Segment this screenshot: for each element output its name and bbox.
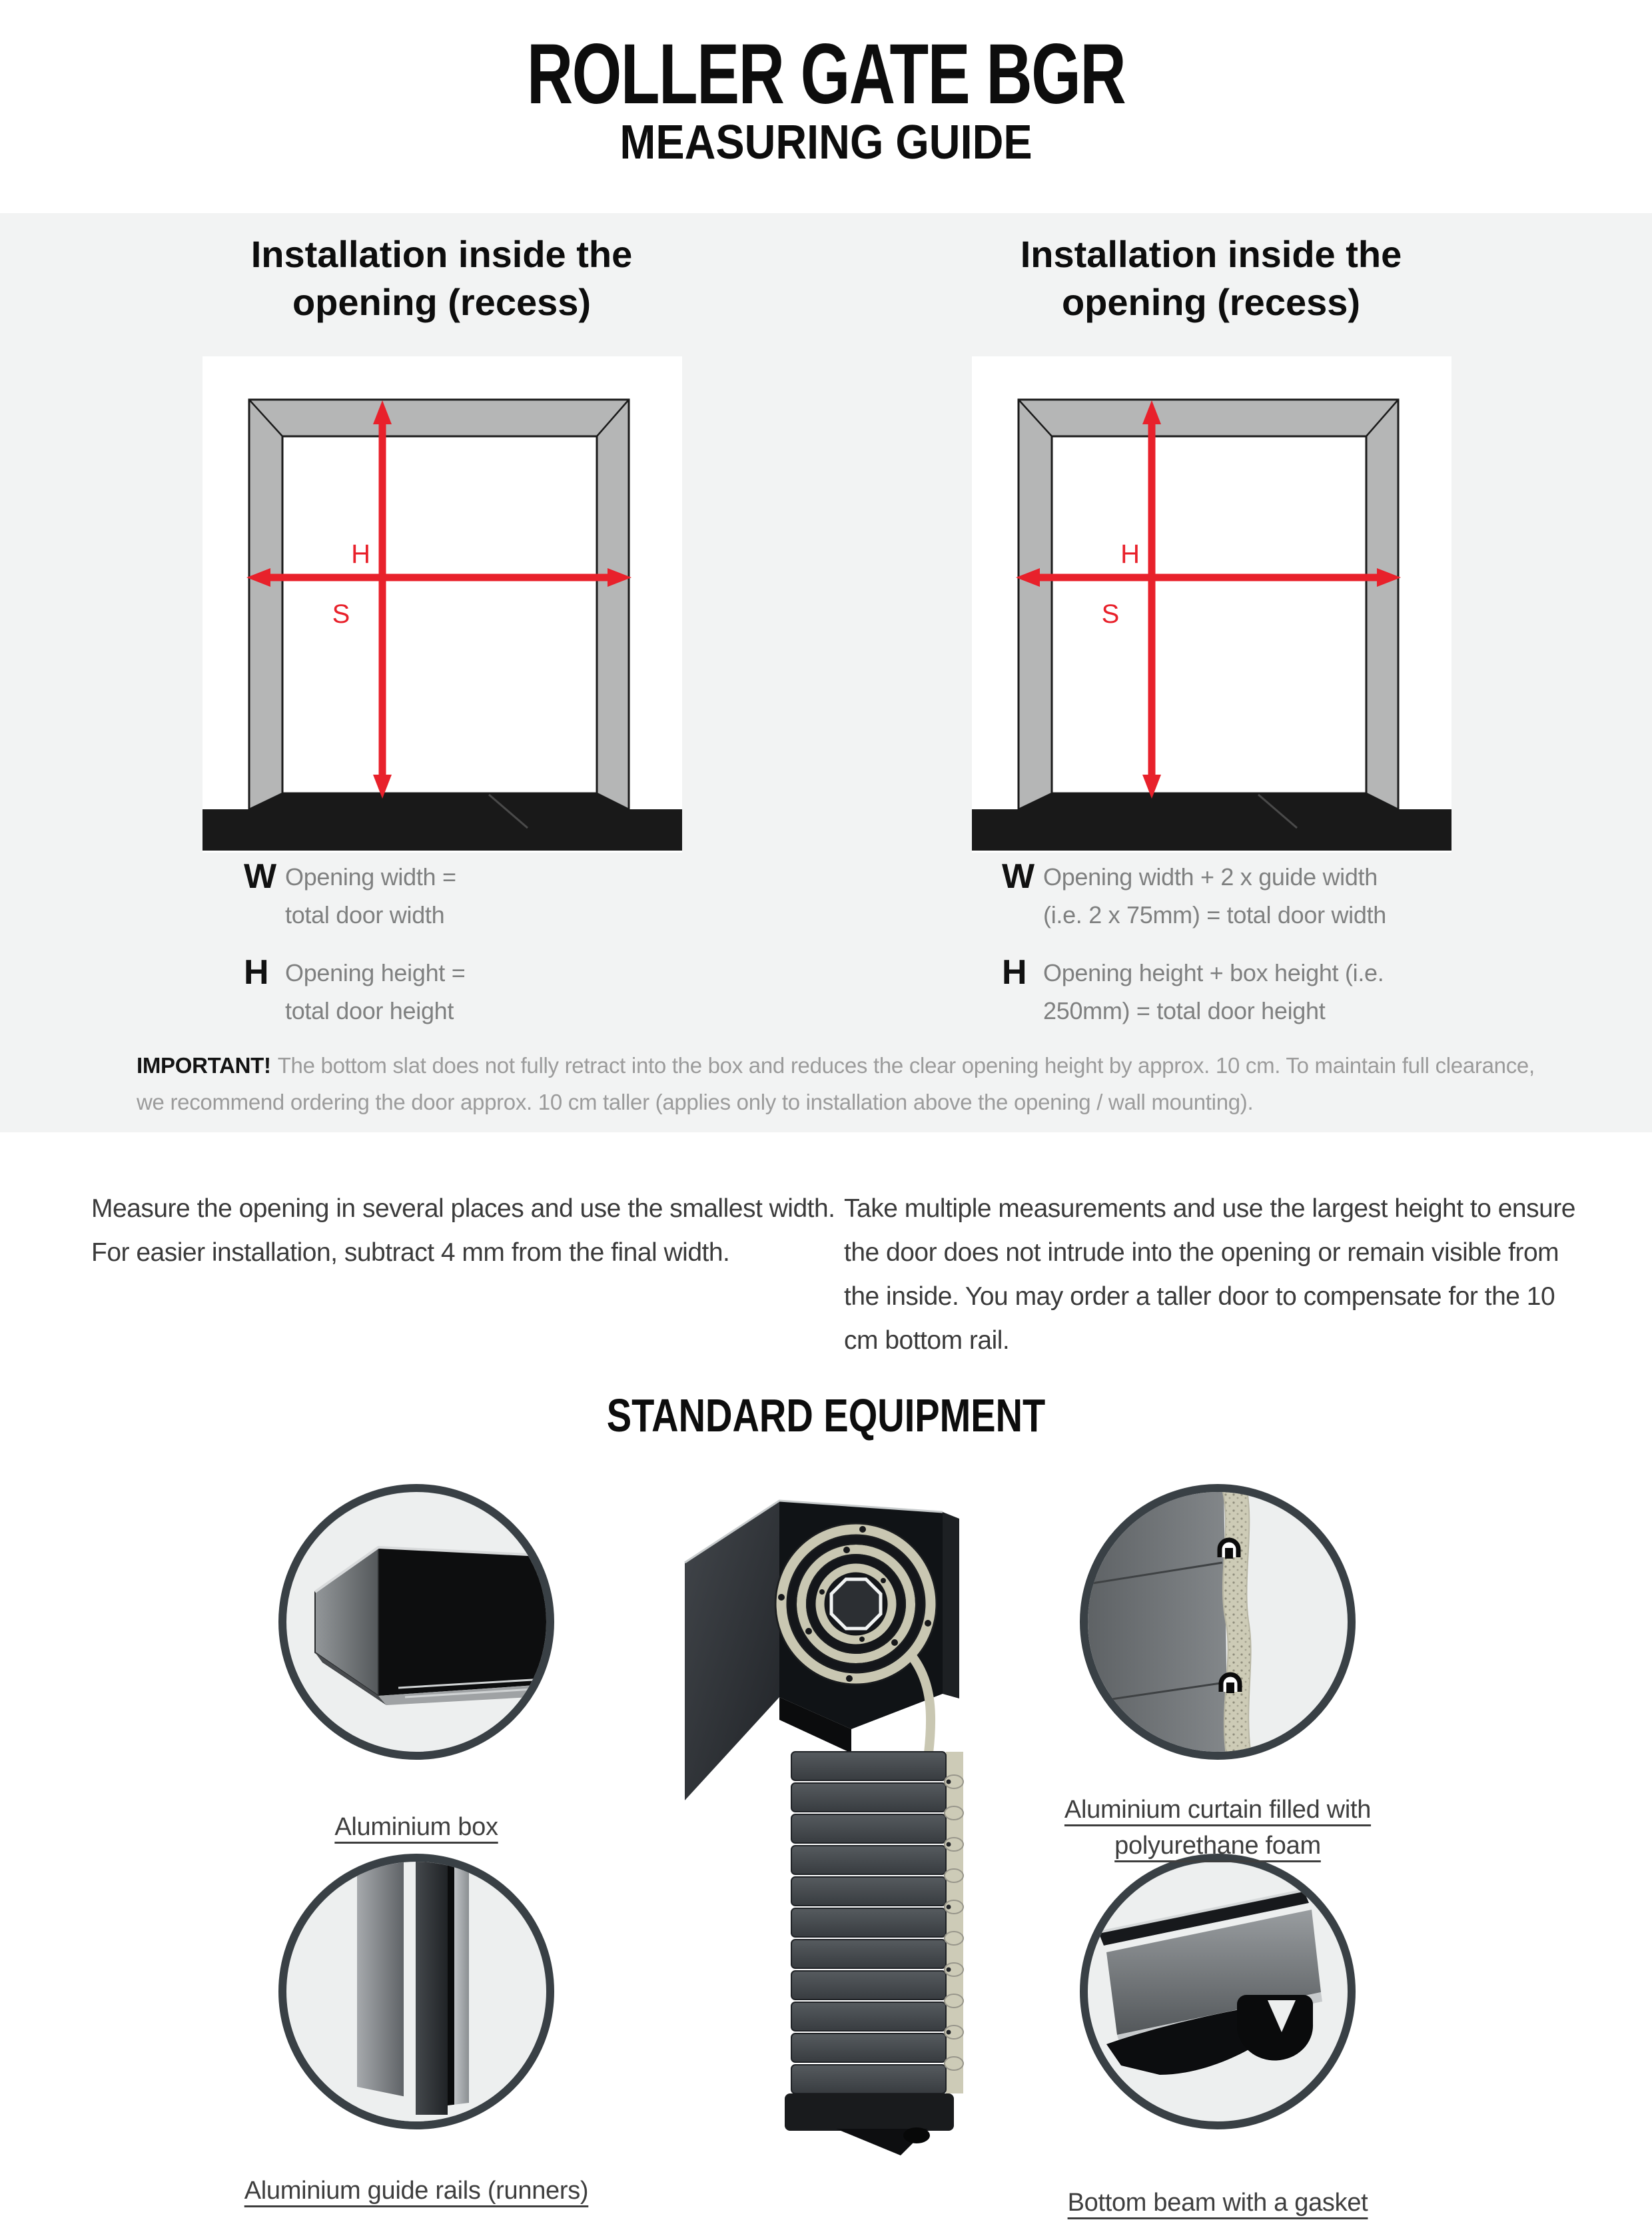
aluminium-curtain-image [1080,1484,1356,1760]
slat-hook-top [1220,1540,1238,1559]
definition-row-height [244,954,683,1030]
rail-channel [416,1854,448,2129]
definition-text-w [1043,858,1386,934]
definition-text-h [1043,954,1384,1030]
height-dimension-label: H [1120,540,1140,569]
door-opening-diagram [203,356,682,853]
aluminium-box-caption [216,1809,616,1845]
polyurethane-foam-core [1221,1484,1252,1760]
door-opening-diagram [972,356,1451,853]
definition-key-w: W [244,857,277,896]
definition-key-h: H [244,953,269,992]
bottom-gasket [903,2127,930,2143]
caption-line: Bottom beam with a gasket [1067,2189,1368,2217]
guide-rails-caption [183,2173,649,2209]
bottom-beam-render [1080,1854,1356,2129]
definition-h-line-2: total door height [285,997,454,1024]
definition-h-line-1: Opening height = [285,959,466,986]
opening-diagram-1 [203,356,682,853]
note-height-line-1: Take multiple measurements and use the largest height to ensure [844,1194,1575,1223]
definition-w-line-1: Opening width = [285,863,456,891]
column-1-heading [175,230,708,326]
definition-key-w: W [1002,857,1035,896]
width-dimension-label: S [332,599,350,629]
floor-strip [203,809,682,851]
page-subtitle: MEASURING GUIDE [620,116,1032,169]
important-note [137,1047,1575,1120]
note-height-line-3: the inside. You may order a taller door to compensate for the 10 [844,1282,1555,1311]
definition-key-h: H [1002,953,1027,992]
width-dimension-label: S [1101,599,1120,629]
column-1-heading-line-1: Installation inside the [250,233,633,275]
definition-w-line-2: (i.e. 2 x 75mm) = total door width [1043,901,1387,929]
aluminium-curtain-caption [971,1792,1464,1864]
roller-gate-cutaway-image [679,1464,999,2158]
note-height-line-4: cm bottom rail. [844,1326,1010,1355]
bottom-beam-image [1080,1854,1356,2129]
rail-channel-shadow [448,1854,454,2129]
caption-line: Aluminium box [334,1813,498,1841]
curtain-foam-edge [946,1752,963,2093]
definition-row-width [244,858,683,934]
note-width-line-2: For easier installation, subtract 4 mm from the final width. [91,1238,730,1267]
column-2-heading-line-2: opening (recess) [1061,281,1361,323]
curtain-slat-face [1080,1484,1228,1760]
definition-w-line-2: total door width [285,901,445,929]
roller-gate-cutaway-render [679,1464,999,2158]
gasket-cross-section [1237,1995,1313,2060]
opening-diagram-2 [972,356,1451,853]
definition-h-line-2: 250mm) = total door height [1043,997,1326,1024]
column-2-heading-line-1: Installation inside the [1020,233,1402,275]
definition-row-width [1002,858,1442,934]
note-width-line-1: Measure the opening in several places and use the smallest width. [91,1194,835,1223]
slat-hook-bottom [1221,1675,1240,1693]
curtain-cross-section-render [1080,1484,1356,1760]
standard-equipment-heading: STANDARD EQUIPMENT [606,1389,1046,1441]
aluminium-box-image [278,1484,554,1760]
important-note-line-1 [137,1047,1575,1084]
guide-rail-render [278,1854,554,2129]
definition-w-line-1: Opening width + 2 x guide width [1043,863,1378,891]
page-title: ROLLER GATE BGR [526,27,1126,122]
caption-line: Aluminium guide rails (runners) [244,2177,589,2205]
hanging-curtain [791,1752,963,2093]
bottom-rail [785,2093,954,2155]
box-front-face [685,1501,779,1800]
dimension-definitions-1 [244,858,683,1050]
definition-text-w [285,858,456,934]
definition-text-h [285,954,465,1030]
caption-line: Aluminium curtain filled with [1064,1796,1372,1824]
rail-outer-wall [357,1854,404,2129]
floor-inside-opening [249,793,629,809]
important-text-line-2: we recommend ordering the door approx. 10 cm taller (applies only to installation above the opening / wall mounting). [137,1090,1254,1114]
bottom-beam-caption [978,2185,1457,2221]
box-interior [378,1547,554,1696]
floor-strip [972,809,1451,851]
measuring-note-width [91,1187,877,1275]
important-text-line-1: The bottom slat does not fully retract into the box and reduces the clear opening height by approx. 10 cm. To maintain full clearance, [277,1053,1535,1078]
definition-h-line-1: Opening height + box height (i.e. [1043,959,1384,986]
column-1-heading-line-2: opening (recess) [292,281,592,323]
measuring-note-height [844,1187,1630,1363]
box-side-flange [943,1512,959,1698]
aluminium-box-render [278,1484,554,1760]
caption-line: polyurethane foam [1114,1832,1321,1860]
column-2-heading [945,230,1477,326]
note-height-line-2: the door does not intrude into the opening or remain visible from [844,1238,1559,1267]
octagonal-shaft [831,1579,881,1629]
floor-inside-opening [1019,793,1398,809]
rail-inner-wall [454,1854,469,2129]
definition-row-height [1002,954,1442,1030]
dimension-definitions-2 [1002,858,1442,1050]
guide-rails-image [278,1854,554,2129]
important-label: IMPORTANT! [137,1053,271,1078]
height-dimension-label: H [351,540,370,569]
